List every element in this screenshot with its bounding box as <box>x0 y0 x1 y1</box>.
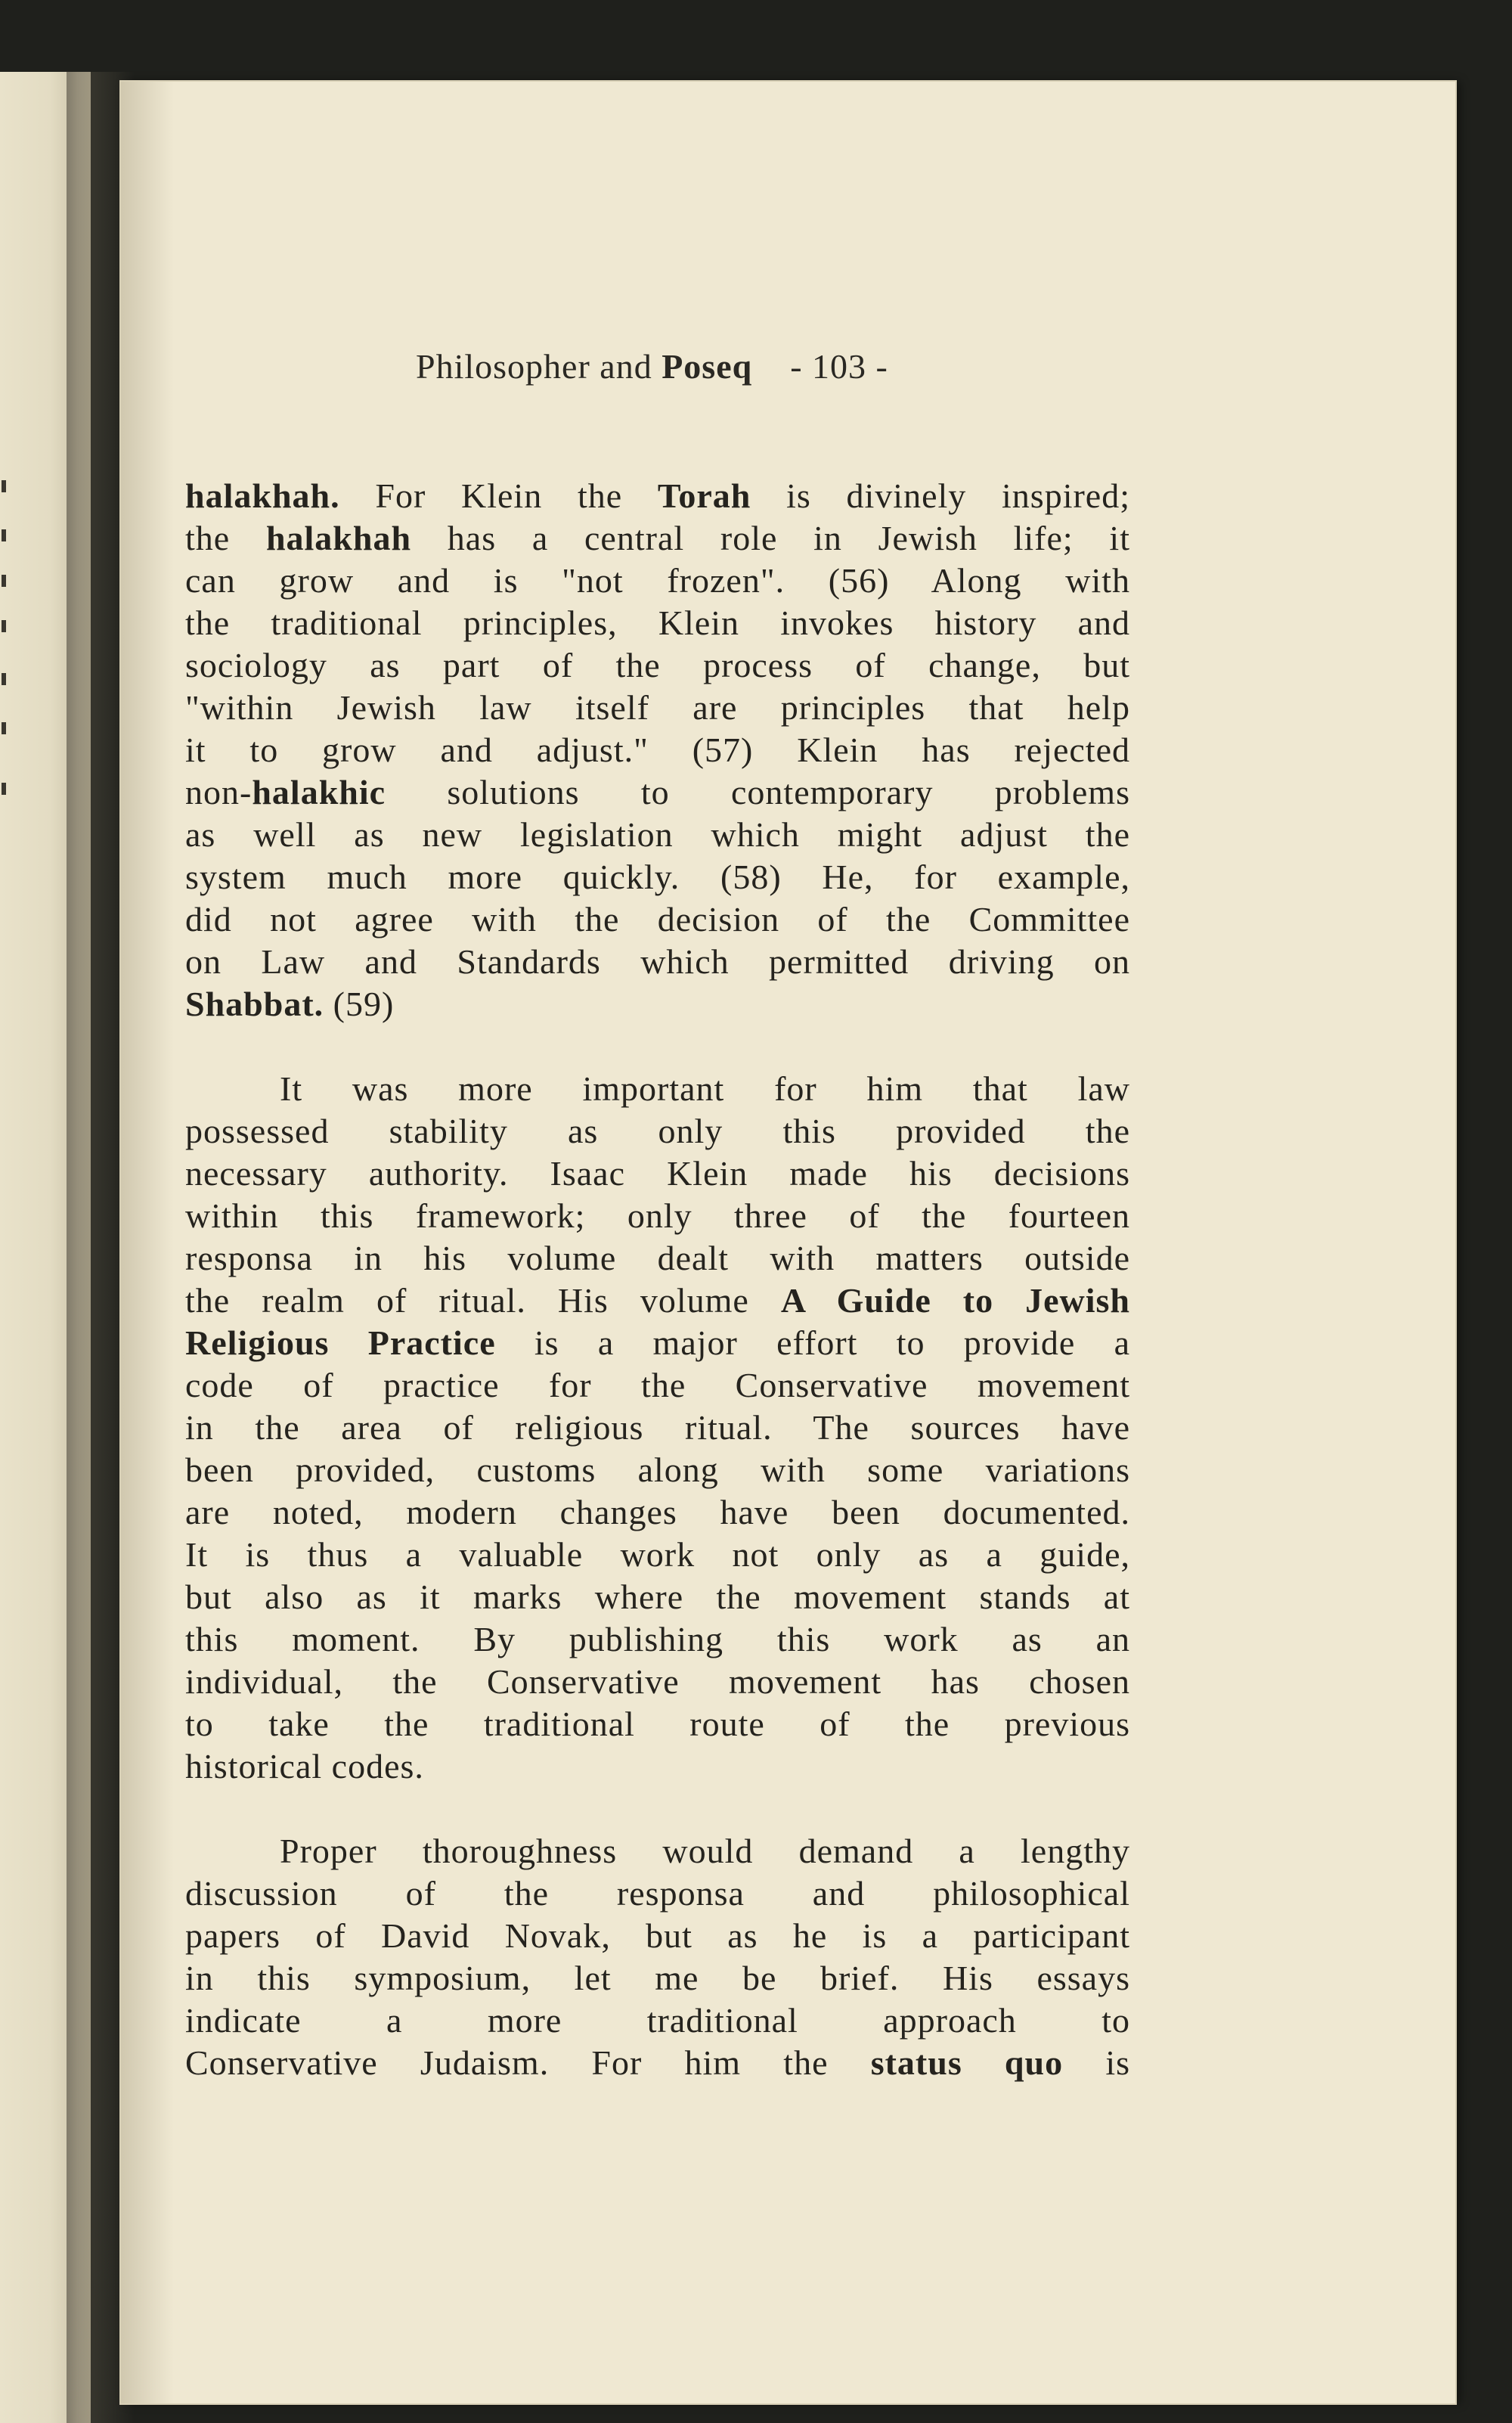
text-segment: to take the traditional route of the previous <box>185 1705 1130 1743</box>
text-line <box>185 1153 1130 1195</box>
text-line <box>185 1407 1130 1449</box>
text-segment: solutions to contemporary problems <box>386 773 1130 811</box>
page-number: - 103 - <box>790 347 888 386</box>
text-line <box>185 1745 1130 1788</box>
text-line <box>185 2042 1130 2084</box>
bold-term: Torah <box>657 476 751 515</box>
text-segment: in the area of religious ritual. The sources have <box>185 1408 1130 1447</box>
text-segment: discussion of the responsa and philosophical <box>185 1874 1130 1913</box>
text-segment: are noted, modern changes have been documented. <box>185 1493 1130 1531</box>
text-segment: this moment. By publishing this work as an <box>185 1620 1130 1658</box>
book-page-103 <box>121 82 1455 2403</box>
text-segment: on Law and Standards which permitted driving on <box>185 942 1130 981</box>
text-segment: within this framework; only three of the fourteen <box>185 1196 1130 1235</box>
text-segment: is divinely inspired; <box>751 476 1130 515</box>
left-page-text-fragments <box>0 72 15 2423</box>
text-line <box>185 1491 1130 1534</box>
text-segment: It is thus a valuable work not only as a guide, <box>185 1535 1130 1574</box>
text-line <box>185 1195 1130 1237</box>
text-segment: as well as new legislation which might adjust the <box>185 815 1130 854</box>
text-line <box>185 1110 1130 1153</box>
paragraph-2 <box>185 1068 1130 1788</box>
text-line <box>185 856 1130 898</box>
text-segment: sociology as part of the process of change, but <box>185 646 1130 684</box>
text-segment: necessary authority. Isaac Klein made his decisions <box>185 1154 1130 1193</box>
text-segment: individual, the Conservative movement has chosen <box>185 1662 1130 1701</box>
text-line <box>185 1449 1130 1491</box>
text-line <box>185 771 1130 814</box>
text-segment: papers of David Novak, but as he is a participant <box>185 1916 1130 1955</box>
running-head <box>416 346 1172 386</box>
text-segment: has a central role in Jewish life; it <box>411 519 1130 557</box>
bold-term: Shabbat. <box>185 985 324 1023</box>
bold-term: halakhah. <box>185 476 340 515</box>
text-segment: is a major effort to provide a <box>495 1323 1130 1362</box>
text-line <box>185 644 1130 687</box>
text-line <box>185 898 1130 941</box>
text-line <box>185 687 1130 729</box>
text-line <box>185 1364 1130 1407</box>
body-text <box>185 475 1130 2084</box>
bold-term: A Guide to Jewish <box>780 1281 1131 1320</box>
text-line <box>185 1957 1130 2000</box>
text-segment: can grow and is "not frozen". (56) Along with <box>185 561 1130 600</box>
paragraph-3 <box>185 1830 1130 2084</box>
text-segment: possessed stability as only this provided the <box>185 1112 1130 1150</box>
page-curl-shading <box>121 82 174 2403</box>
text-line <box>185 983 1130 1025</box>
text-segment: It was more important for him that law <box>280 1069 1130 1108</box>
text-segment: For Klein the <box>339 476 658 515</box>
text-segment: is <box>1063 2043 1130 2082</box>
text-line <box>185 1280 1130 1322</box>
text-line <box>185 1618 1130 1661</box>
text-segment: but also as it marks where the movement stands at <box>185 1578 1130 1616</box>
bold-term: halakhic <box>252 773 386 811</box>
text-line <box>185 1534 1130 1576</box>
text-line <box>185 1237 1130 1280</box>
text-line <box>185 1576 1130 1618</box>
text-segment: responsa in his volume dealt with matters outside <box>185 1239 1130 1277</box>
running-head-title: Philosopher and <box>416 347 652 386</box>
text-segment: did not agree with the decision of the Committee <box>185 900 1130 938</box>
text-line <box>185 1872 1130 1915</box>
text-segment: Proper thoroughness would demand a lengthy <box>280 1832 1130 1870</box>
text-segment: code of practice for the Conservative movement <box>185 1366 1130 1404</box>
running-head-bold-word: Poseq <box>662 347 753 386</box>
text-segment: Conservative Judaism. For him the <box>185 2043 871 2082</box>
text-line <box>185 941 1130 983</box>
text-segment: the realm of ritual. His volume <box>185 1281 781 1320</box>
text-line <box>185 602 1130 644</box>
text-line <box>185 1915 1130 1957</box>
text-line <box>185 1703 1130 1745</box>
text-line <box>185 517 1130 560</box>
text-line <box>185 2000 1130 2042</box>
text-segment: the <box>185 519 266 557</box>
paragraph-1 <box>185 475 1130 1025</box>
text-segment: system much more quickly. (58) He, for example, <box>185 858 1130 896</box>
text-segment: (59) <box>324 985 395 1023</box>
text-segment: "within Jewish law itself are principles that help <box>185 688 1130 727</box>
text-line <box>185 729 1130 771</box>
text-segment: it to grow and adjust." (57) Klein has rejected <box>185 731 1130 769</box>
bold-term: halakhah <box>265 519 412 557</box>
text-line <box>185 475 1130 517</box>
text-segment: been provided, customs along with some variations <box>185 1450 1130 1489</box>
text-line <box>185 1661 1130 1703</box>
text-segment: indicate a more traditional approach to <box>185 2001 1130 2040</box>
text-line <box>185 560 1130 602</box>
text-line <box>185 1830 1130 1872</box>
text-segment: non- <box>185 773 253 811</box>
bold-term: status quo <box>870 2043 1064 2082</box>
text-line <box>185 1322 1130 1364</box>
text-segment: historical codes. <box>185 1747 424 1785</box>
text-line <box>185 1068 1130 1110</box>
text-segment: the traditional principles, Klein invokes history and <box>185 603 1130 642</box>
text-line <box>185 814 1130 856</box>
text-segment: in this symposium, let me be brief. His essays <box>185 1959 1130 1997</box>
bold-term: Religious Practice <box>185 1323 496 1362</box>
